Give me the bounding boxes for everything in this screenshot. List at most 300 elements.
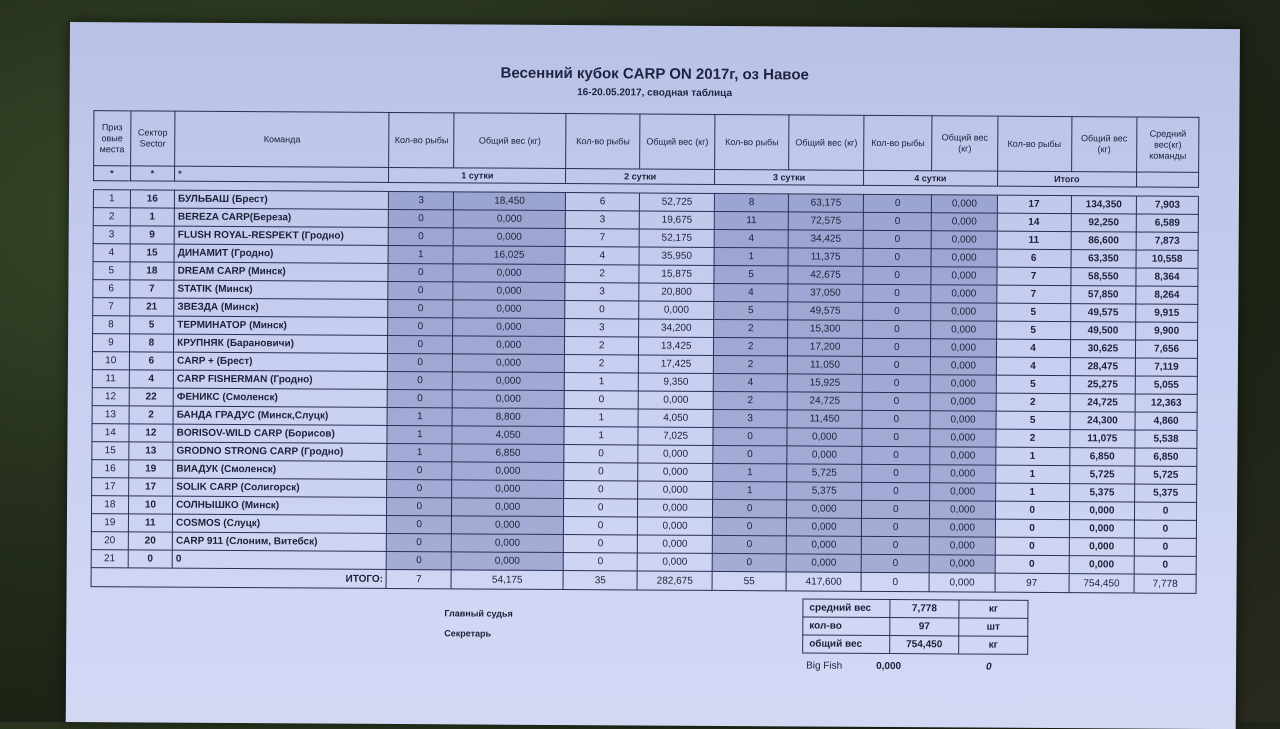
day3-count-cell: 0: [713, 427, 787, 445]
place-cell: 7: [93, 298, 130, 316]
place-cell: 2: [93, 208, 130, 226]
total-cell: 6,850: [1135, 448, 1197, 466]
total-cell: 24,725: [1070, 394, 1136, 412]
day1-count-cell: 0: [388, 299, 453, 317]
col-sector: Сектор Sector: [130, 111, 175, 166]
day4-count-cell: 0: [862, 464, 931, 482]
team-cell: STATIK (Минск): [174, 280, 388, 299]
summary-unit: кг: [959, 600, 1028, 618]
team-cell: COSMOS (Слуцк): [173, 514, 387, 533]
summary-row: [803, 617, 1028, 636]
total-cell: 2: [996, 393, 1070, 411]
total-cell: 7,119: [1135, 358, 1197, 376]
day4-weight-cell: 0,000: [931, 267, 996, 285]
day2-count-cell: 3: [565, 319, 639, 337]
day1-weight-cell: 4,050: [452, 426, 564, 445]
day1-weight-cell: 8,800: [452, 408, 564, 427]
day1-count-cell: 0: [388, 281, 453, 299]
team-cell: ДИНАМИТ (Гродно): [174, 244, 388, 263]
day2-count-cell: 2: [565, 337, 639, 355]
col-avg: Средний вес(кг) команды: [1137, 117, 1199, 172]
day1-weight-cell: 0,000: [452, 462, 564, 481]
day1-count-cell: 0: [387, 515, 452, 533]
totals-value: 417,600: [786, 572, 861, 591]
day2-weight-cell: 0,000: [637, 553, 712, 571]
total-cell: 7,656: [1136, 340, 1198, 358]
day4-weight-cell: 0,000: [930, 537, 995, 555]
total-cell: 11,075: [1070, 430, 1136, 448]
day2-weight-cell: 0,000: [638, 499, 713, 517]
day1-weight-cell: 0,000: [453, 264, 565, 283]
day2-count-cell: 6: [565, 193, 639, 211]
day2-weight-cell: 0,000: [638, 391, 713, 409]
total-cell: 0: [995, 537, 1069, 555]
summary-label: общий вес: [803, 635, 890, 654]
day4-count-cell: 0: [863, 302, 932, 320]
summary-row: [803, 599, 1028, 618]
summary-value: 97: [890, 618, 959, 636]
total-cell: 7: [996, 285, 1070, 303]
place-cell: 19: [91, 514, 128, 532]
day1-count-cell: 0: [387, 461, 452, 479]
total-cell: 0: [995, 519, 1069, 537]
day1-weight-cell: 0,000: [453, 282, 565, 301]
day4-weight-cell: 0,000: [931, 321, 996, 339]
totals-value: 54,175: [451, 570, 563, 590]
day1-count-cell: 0: [388, 389, 453, 407]
total-cell: 6,589: [1136, 214, 1198, 232]
place-cell: 4: [93, 244, 130, 262]
sector-cell: 17: [128, 478, 173, 496]
day4-weight-cell: 0,000: [932, 195, 997, 213]
chief-judge-label: Главный судья: [444, 608, 513, 619]
day4-count-cell: 0: [863, 284, 932, 302]
total-cell: 5: [996, 411, 1070, 429]
day4-weight-cell: 0,000: [930, 429, 995, 447]
totals-value: 0,000: [929, 573, 994, 592]
day1-weight-cell: 16,025: [453, 246, 565, 265]
day4-count-cell: 0: [863, 230, 932, 248]
day1-label: 1 сутки: [389, 167, 566, 183]
totals-value: 55: [712, 571, 786, 590]
day4-count-cell: 0: [862, 482, 931, 500]
total-cell: 1: [995, 447, 1069, 465]
total-cell: 0: [1134, 556, 1196, 574]
day4-weight-cell: 0,000: [931, 393, 996, 411]
day4-count-cell: 0: [861, 554, 930, 572]
day3-weight-cell: 0,000: [787, 518, 862, 536]
day4-weight-cell: 0,000: [930, 501, 995, 519]
total-cell: 5: [996, 321, 1070, 339]
day2-weight-cell: 0,000: [637, 535, 712, 553]
day2-count-cell: 3: [565, 283, 639, 301]
day1-count-cell: 0: [387, 497, 452, 515]
totals-value: 0: [861, 572, 930, 591]
total-cell: 6: [997, 249, 1071, 267]
day1-count-cell: 0: [388, 335, 453, 353]
team-cell: DREAM CARP (Минск): [174, 262, 388, 281]
day2-weight-cell: 0,000: [638, 445, 713, 463]
day3-weight-cell: 0,000: [787, 500, 862, 518]
day4-label: 4 сутки: [864, 170, 998, 186]
total-cell: 11: [997, 231, 1071, 249]
summary-value: 7,778: [890, 600, 959, 618]
team-cell: КРУПНЯК (Барановичи): [174, 334, 388, 353]
day1-weight-cell: 0,000: [452, 372, 564, 391]
bigfish-value: 0,000: [876, 660, 902, 673]
day3-count-cell: 0: [713, 445, 787, 463]
day4-count-cell: 0: [862, 338, 931, 356]
team-cell: БАНДА ГРАДУС (Минск,Слуцк): [173, 406, 387, 425]
sector-cell: 20: [128, 532, 173, 550]
day2-count-cell: 1: [564, 373, 638, 391]
total-cell: 134,350: [1071, 196, 1137, 214]
day2-count-cell: 4: [565, 247, 639, 265]
day3-weight-cell: 11,450: [787, 410, 862, 428]
day1-weight-cell: 0,000: [453, 228, 565, 247]
day1-weight-cell: 0,000: [453, 210, 565, 229]
sector-cell: 16: [130, 190, 175, 208]
day2-count-cell: 0: [564, 517, 638, 535]
col-day4-weight: Общий вес (кг): [932, 116, 997, 171]
total-cell: 6,850: [1069, 448, 1135, 466]
place-cell: 17: [92, 478, 129, 496]
day2-count-cell: 2: [565, 355, 639, 373]
day2-weight-cell: 35,950: [639, 247, 714, 265]
day1-count-cell: 0: [387, 533, 452, 551]
day4-count-cell: 0: [861, 518, 930, 536]
day2-count-cell: 1: [564, 427, 638, 445]
day1-count-cell: 1: [387, 407, 452, 425]
day3-weight-cell: 15,925: [787, 374, 862, 392]
team-cell: СОЛНЫШКО (Минск): [173, 496, 387, 515]
total-cell: 30,625: [1070, 340, 1136, 358]
total-cell: 2: [995, 429, 1069, 447]
totals-value: 97: [995, 573, 1069, 592]
day4-weight-cell: 0,000: [931, 339, 996, 357]
total-cell: 9,900: [1136, 322, 1198, 340]
total-cell: 0,000: [1069, 502, 1135, 520]
sector-cell: 22: [129, 388, 174, 406]
day2-count-cell: 1: [564, 409, 638, 427]
day3-label: 3 сутки: [715, 169, 864, 185]
day3-weight-cell: 49,575: [788, 302, 863, 320]
day1-weight-cell: 0,000: [453, 336, 565, 355]
total-cell: 0: [995, 501, 1069, 519]
place-cell: 3: [93, 226, 130, 244]
day3-count-cell: 2: [713, 355, 787, 373]
day2-weight-cell: 4,050: [638, 409, 713, 427]
day4-count-cell: 0: [861, 536, 930, 554]
day3-count-cell: 2: [713, 391, 787, 409]
day3-count-cell: 8: [714, 193, 788, 211]
sector-cell: 19: [128, 460, 173, 478]
totals-value: 754,450: [1069, 574, 1135, 593]
day2-weight-cell: 19,675: [639, 211, 714, 229]
day4-weight-cell: 0,000: [932, 231, 997, 249]
day2-weight-cell: 0,000: [638, 517, 713, 535]
day3-weight-cell: 17,200: [788, 338, 863, 356]
day2-count-cell: 0: [564, 463, 638, 481]
total-cell: 12,363: [1135, 394, 1197, 412]
day1-count-cell: 0: [388, 263, 453, 281]
star-cell: *: [175, 166, 389, 182]
day3-weight-cell: 37,050: [788, 284, 863, 302]
day4-count-cell: 0: [862, 374, 931, 392]
col-total-weight: Общий вес (кг): [1071, 117, 1137, 172]
day3-count-cell: 0: [712, 517, 786, 535]
day3-weight-cell: 15,300: [788, 320, 863, 338]
day1-weight-cell: 0,000: [451, 534, 563, 553]
sector-cell: 7: [129, 280, 174, 298]
col-day3-count: Кол-во рыбы: [715, 114, 789, 169]
place-cell: 15: [92, 442, 129, 460]
summary-table: [802, 598, 1028, 654]
total-cell: 49,575: [1070, 304, 1136, 322]
day1-weight-cell: 0,000: [451, 516, 563, 535]
totals-value: 282,675: [637, 571, 712, 590]
day2-count-cell: 0: [564, 445, 638, 463]
day3-weight-cell: 72,575: [788, 212, 863, 230]
team-cell: ФЕНИКС (Смоленск): [173, 388, 387, 407]
sector-cell: 8: [129, 334, 174, 352]
day1-count-cell: 0: [388, 371, 453, 389]
day2-weight-cell: 0,000: [638, 463, 713, 481]
sector-cell: 6: [129, 352, 174, 370]
total-cell: 5,725: [1135, 466, 1197, 484]
sector-cell: 12: [129, 424, 174, 442]
place-cell: 1: [93, 190, 130, 208]
star-cell: *: [94, 166, 131, 181]
sector-cell: 0: [128, 550, 173, 568]
total-cell: 0,000: [1069, 556, 1135, 574]
day4-weight-cell: 0,000: [931, 357, 996, 375]
col-total-count: Кол-во рыбы: [997, 116, 1071, 171]
day1-weight-cell: 0,000: [452, 390, 564, 409]
col-place: Приз овые места: [94, 111, 131, 166]
day3-weight-cell: 24,725: [787, 392, 862, 410]
day2-weight-cell: 9,350: [638, 373, 713, 391]
summary-unit: кг: [959, 636, 1028, 654]
day3-count-cell: 0: [713, 499, 787, 517]
sector-cell: 2: [129, 406, 174, 424]
total-cell: 58,550: [1071, 268, 1137, 286]
day1-weight-cell: 0,000: [451, 552, 563, 571]
total-cell: 17: [997, 195, 1071, 213]
day2-weight-cell: 7,025: [638, 427, 713, 445]
day4-weight-cell: 0,000: [931, 285, 996, 303]
day3-count-cell: 2: [714, 319, 788, 337]
team-cell: GRODNO STRONG CARP (Гродно): [173, 442, 387, 461]
total-cell: 4: [996, 357, 1070, 375]
day4-count-cell: 0: [863, 248, 932, 266]
team-cell: БУЛЬБАШ (Брест): [174, 190, 388, 209]
day1-count-cell: 0: [388, 353, 453, 371]
day3-weight-cell: 42,675: [788, 266, 863, 284]
total-cell: 8,264: [1136, 286, 1198, 304]
total-cell: 0: [1134, 538, 1196, 556]
day2-count-cell: 2: [565, 265, 639, 283]
summary-unit: шт: [959, 618, 1028, 636]
total-cell: 49,500: [1070, 322, 1136, 340]
total-cell: 5,055: [1135, 376, 1197, 394]
day2-count-cell: 3: [565, 211, 639, 229]
col-day3-weight: Общий вес (кг): [789, 115, 864, 170]
sector-cell: 18: [130, 262, 175, 280]
day3-count-cell: 0: [712, 553, 786, 571]
total-cell: 0: [1135, 502, 1197, 520]
total-cell: 5,375: [1135, 484, 1197, 502]
day2-weight-cell: 52,725: [640, 193, 715, 211]
total-label: Итого: [997, 171, 1137, 187]
day1-count-cell: 3: [389, 191, 454, 209]
day4-weight-cell: 0,000: [930, 465, 995, 483]
document-title: Весенний кубок CARP ON 2017г, оз Навое: [500, 64, 809, 84]
day2-count-cell: 0: [563, 553, 637, 571]
day4-count-cell: 0: [863, 266, 932, 284]
totals-label: ИТОГО:: [91, 568, 387, 589]
place-cell: 12: [92, 388, 129, 406]
day4-weight-cell: 0,000: [930, 483, 995, 501]
sector-cell: 13: [128, 442, 173, 460]
total-cell: 4: [996, 339, 1070, 357]
place-cell: 5: [93, 262, 130, 280]
summary-value: 754,450: [890, 636, 959, 654]
total-cell: 92,250: [1071, 214, 1137, 232]
day3-weight-cell: 34,425: [788, 230, 863, 248]
day3-weight-cell: 0,000: [787, 428, 862, 446]
day3-weight-cell: 5,725: [787, 464, 862, 482]
summary-label: кол-во: [803, 617, 890, 636]
day4-count-cell: 0: [861, 500, 930, 518]
day3-weight-cell: 11,050: [788, 356, 863, 374]
total-cell: 63,350: [1071, 250, 1137, 268]
day3-count-cell: 4: [713, 373, 787, 391]
results-table: [91, 110, 1200, 594]
day3-weight-cell: 5,375: [787, 482, 862, 500]
day1-count-cell: 1: [387, 443, 452, 461]
summary-row: [803, 635, 1028, 654]
sector-cell: 9: [130, 226, 175, 244]
day2-count-cell: 7: [565, 229, 639, 247]
team-cell: FLUSH ROYAL-RESPEKT (Гродно): [174, 226, 388, 245]
day1-weight-cell: 0,000: [452, 480, 564, 499]
document-subtitle: 16-20.05.2017, сводная таблица: [577, 87, 733, 100]
day4-count-cell: 0: [863, 212, 932, 230]
total-cell: 1: [995, 465, 1069, 483]
total-cell: 4,860: [1135, 412, 1197, 430]
star-cell: *: [130, 166, 175, 181]
totals-value: 7,778: [1134, 574, 1196, 593]
place-cell: 10: [92, 352, 129, 370]
total-cell: 5,538: [1135, 430, 1197, 448]
day1-count-cell: 0: [389, 227, 454, 245]
totals-value: 7: [386, 569, 451, 588]
day3-count-cell: 4: [714, 283, 788, 301]
day4-count-cell: 0: [863, 194, 932, 212]
place-cell: 6: [93, 280, 130, 298]
day3-count-cell: 2: [714, 337, 788, 355]
day3-count-cell: 1: [713, 463, 787, 481]
sector-cell: 5: [129, 316, 174, 334]
day3-count-cell: 5: [714, 301, 788, 319]
day2-weight-cell: 13,425: [639, 337, 714, 355]
total-cell: 57,850: [1070, 286, 1136, 304]
day1-weight-cell: 18,450: [453, 192, 565, 211]
total-cell: 7,903: [1136, 196, 1198, 214]
bigfish-label: Big Fish: [806, 660, 843, 672]
day3-weight-cell: 63,175: [788, 194, 863, 212]
place-cell: 11: [92, 370, 129, 388]
summary-label: средний вес: [803, 599, 890, 618]
day2-weight-cell: 0,000: [638, 481, 713, 499]
sector-cell: 15: [130, 244, 175, 262]
total-cell: 7,873: [1136, 232, 1198, 250]
bigfish-count: 0: [986, 661, 992, 673]
place-cell: 20: [91, 532, 128, 550]
day2-weight-cell: 20,800: [639, 283, 714, 301]
place-cell: 13: [92, 406, 129, 424]
place-cell: 18: [91, 496, 128, 514]
day4-weight-cell: 0,000: [931, 375, 996, 393]
total-cell: 7: [996, 267, 1070, 285]
col-day4-count: Кол-во рыбы: [864, 115, 933, 170]
day3-count-cell: 5: [714, 265, 788, 283]
day3-count-cell: 0: [712, 535, 786, 553]
day4-weight-cell: 0,000: [930, 519, 995, 537]
sector-cell: 10: [128, 496, 173, 514]
total-cell: 0: [1134, 520, 1196, 538]
day1-weight-cell: 6,850: [452, 444, 564, 463]
total-cell: 0,000: [1069, 520, 1135, 538]
day4-count-cell: 0: [863, 320, 932, 338]
team-cell: CARP + (Брест): [174, 352, 388, 371]
totals-value: 35: [563, 571, 637, 590]
sector-cell: 4: [129, 370, 174, 388]
day3-count-cell: 3: [713, 409, 787, 427]
day3-count-cell: 4: [714, 229, 788, 247]
day1-count-cell: 0: [388, 317, 453, 335]
day3-weight-cell: 0,000: [786, 536, 861, 554]
col-day2-count: Кол-во рыбы: [566, 114, 640, 169]
total-cell: 10,558: [1136, 250, 1198, 268]
table-header-row: [94, 111, 1199, 173]
day4-count-cell: 0: [862, 428, 931, 446]
team-cell: SOLIK CARP (Солигорск): [173, 478, 387, 497]
day4-count-cell: 0: [862, 446, 931, 464]
secretary-label: Секретарь: [444, 628, 492, 639]
day1-count-cell: 0: [389, 209, 454, 227]
total-cell: 0: [995, 555, 1069, 573]
col-day2-weight: Общий вес (кг): [640, 114, 715, 169]
day3-weight-cell: 0,000: [787, 446, 862, 464]
total-cell: 1: [995, 483, 1069, 501]
day2-count-cell: 0: [564, 481, 638, 499]
place-cell: 14: [92, 424, 129, 442]
day2-count-cell: 0: [565, 301, 639, 319]
total-cell: 86,600: [1071, 232, 1137, 250]
day4-count-cell: 0: [862, 392, 931, 410]
day1-count-cell: 0: [387, 479, 452, 497]
team-cell: ЗВЕЗДА (Минск): [174, 298, 388, 317]
day4-weight-cell: 0,000: [931, 249, 996, 267]
team-cell: 0: [172, 550, 386, 569]
day4-weight-cell: 0,000: [932, 213, 997, 231]
team-cell: CARP 911 (Слоним, Витебск): [172, 532, 386, 551]
day1-weight-cell: 0,000: [452, 498, 564, 517]
results-sheet: [66, 22, 1240, 729]
team-cell: BEREZA CARP(Береза): [174, 208, 388, 227]
